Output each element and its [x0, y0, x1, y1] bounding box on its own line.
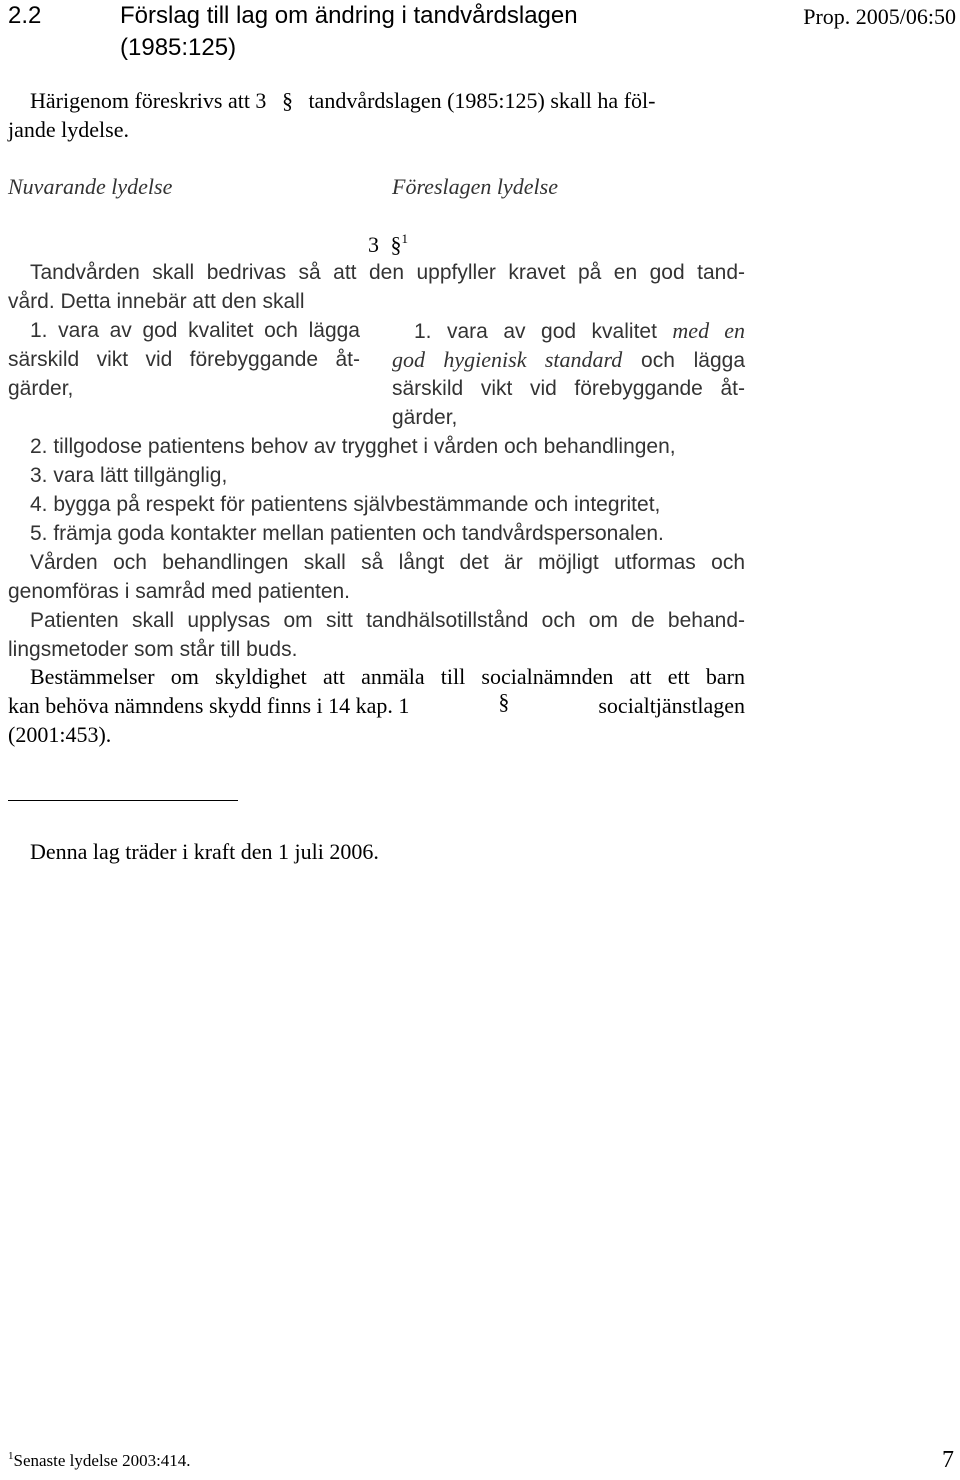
- right-item-1-line-4: gärder,: [392, 406, 458, 429]
- section-sign: §: [390, 232, 402, 257]
- paragraph-1-line-1: Vården och behandlingen skall så långt det är möjligt utformas och: [30, 551, 745, 574]
- paragraph-1-line-2: genomföras i samråd med patienten.: [8, 580, 351, 603]
- list-item: 2. tillgodose patientens behov av trygghet i vården och behandlingen,: [30, 435, 676, 458]
- footnote-number: 1: [8, 1450, 14, 1462]
- intro-line-2: jande lydelse.: [8, 117, 129, 142]
- list-item: 3. vara lätt tillgänglig,: [30, 464, 228, 487]
- footnote-ref: 1: [401, 231, 408, 246]
- left-item-1-line-1: 1. vara av god kvalitet och lägga: [30, 319, 360, 342]
- footnote: $^1$Senaste lydelse 2003:414.: [8, 1450, 191, 1470]
- section-sign: §: [498, 689, 510, 714]
- right-item-1-line-1: 1. vara av god kvalitet med en: [414, 318, 745, 343]
- paragraph-3-line-3: (2001:453).: [8, 722, 112, 747]
- inserted-text: med en: [672, 318, 745, 343]
- column-heading-current: Nuvarande lydelse: [8, 174, 173, 199]
- intro-line: Härigenom föreskrivs att 3 § tandvårdslagen (1985:125) skall ha föl-: [30, 88, 656, 113]
- paragraph-2-line-1: Patienten skall upplysas om sitt tandhälsotillstånd och om de behand-: [30, 609, 745, 632]
- paragraph-heading: 3 §$^1$: [368, 231, 408, 257]
- left-item-1-line-2: särskild vikt vid förebyggande åt-: [8, 348, 360, 371]
- entry-into-force: Denna lag träder i kraft den 1 juli 2006.: [30, 839, 379, 864]
- section-sign: §: [281, 88, 293, 113]
- right-item-1-line-2: god hygienisk standard och lägga: [392, 347, 746, 372]
- page-title-continued: (1985:125): [120, 34, 237, 61]
- paragraph-3-line-1: Bestämmelser om skyldighet att anmäla till socialnämnden att ett barn: [30, 664, 745, 689]
- body-lead-line-1: Tandvården skall bedrivas så att den uppfyller kravet på en god tand-: [30, 261, 745, 284]
- inserted-text: god hygienisk standard: [392, 347, 623, 372]
- page-number: 7: [942, 1447, 954, 1473]
- paragraph-2-line-2: lingsmetoder som står till buds.: [8, 638, 298, 661]
- section-number: 2.2: [8, 2, 42, 29]
- list-item: 5. främja goda kontakter mellan patienten och tandvårdspersonalen.: [30, 522, 664, 545]
- page-title: Förslag till lag om ändring i tandvårdslagen: [120, 2, 578, 29]
- list-item: 4. bygga på respekt för patientens självbestämmande och integritet,: [30, 493, 661, 516]
- body-lead-line-2: vård. Detta innebär att den skall: [8, 290, 305, 313]
- paragraph-3-line-2: kan behöva nämndens skydd finns i 14 kap. 1 § socialtjänstlagen: [8, 689, 745, 718]
- separator-rule: [8, 800, 238, 801]
- right-item-1-line-3: särskild vikt vid förebyggande åt-: [392, 377, 745, 400]
- proposition-number: Prop. 2005/06:50: [803, 4, 956, 29]
- column-heading-proposed: Föreslagen lydelse: [392, 174, 558, 199]
- left-item-1-line-3: gärder,: [8, 377, 74, 400]
